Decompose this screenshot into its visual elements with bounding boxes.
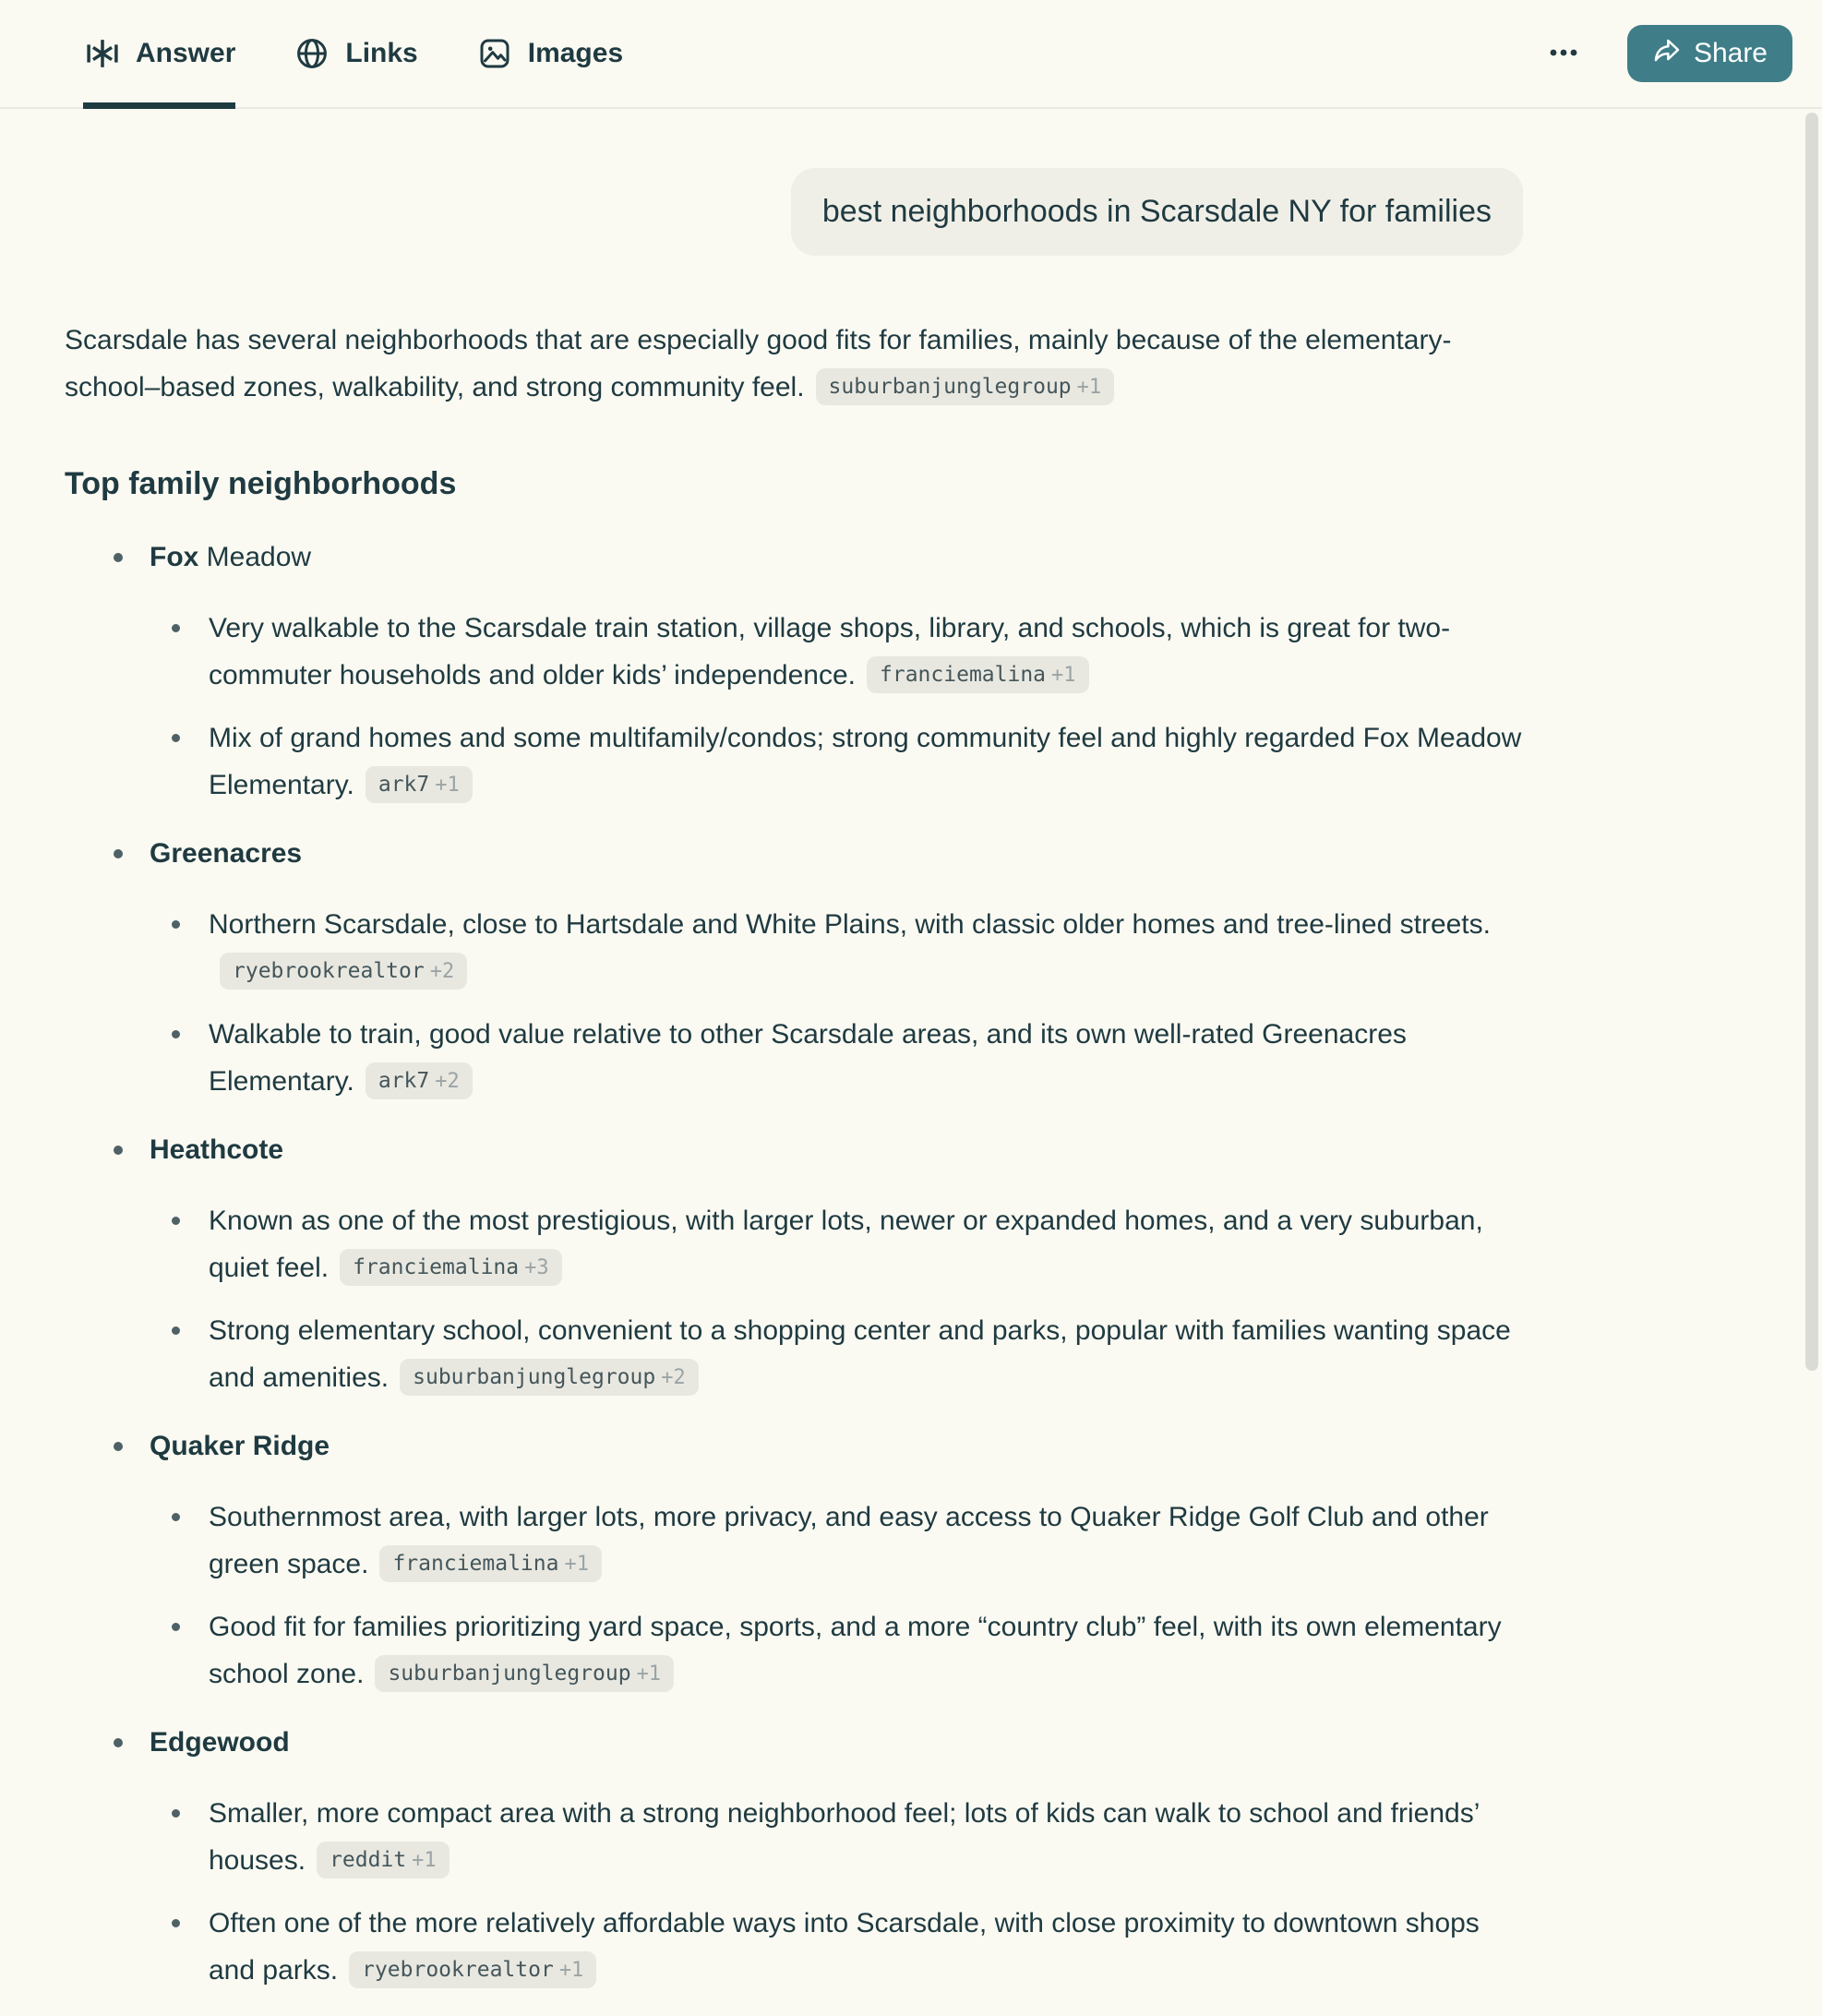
citation-chip[interactable]: reddit +1 — [317, 1842, 450, 1878]
tab-answer[interactable] — [83, 0, 235, 107]
citation-chip[interactable]: franciemalina +3 — [340, 1249, 562, 1286]
list-item-point: Southernmost area, with larger lots, more privacy, and easy access to Quaker Ridge Golf Club and other green space. franciemalina +1 — [150, 1494, 1523, 1588]
list-item-point: Northern Scarsdale, close to Hartsdale and White Plains, with classic older homes and tree-lined streets.ryebrookrealtor +2 — [150, 901, 1523, 995]
citation-source: suburbanjunglegroup — [828, 375, 1072, 399]
neighborhood-points — [150, 1197, 1523, 1401]
share-button[interactable] — [1627, 25, 1792, 82]
top-toolbar — [0, 0, 1822, 109]
neighborhood-name: Quaker Ridge — [150, 1431, 330, 1461]
list-item-point: Mix of grand homes and some multifamily/condos; strong community feel and highly regarded Fox Meadow Elementary. ark7 +1 — [150, 714, 1523, 809]
neighborhood-points — [150, 1790, 1523, 1994]
list-item-point: Strong elementary school, convenient to a shopping center and parks, popular with families wanting space and amenities. suburbanjunglegroup +2 — [150, 1307, 1523, 1401]
vertical-scrollbar-thumb[interactable] — [1805, 113, 1818, 1371]
neighborhood-points — [150, 605, 1523, 809]
tab-images-label: Images — [527, 38, 624, 68]
neighborhood-name: Fox Meadow — [150, 542, 312, 572]
tab-links[interactable] — [293, 0, 417, 107]
list-item-point: Smaller, more compact area with a strong neighborhood feel; lots of kids can walk to school and friends’ houses. reddit +1 — [150, 1790, 1523, 1884]
list-item-point: Walkable to train, good value relative to other Scarsdale areas, and its own well-rated Greenacres Elementary. ark7 +2 — [150, 1011, 1523, 1105]
neighborhood-name: Edgewood — [150, 1727, 290, 1758]
intro-text: Scarsdale has several neighborhoods that are especially good fits for families, mainly because of the elementary-school–based zones, walkability, and strong community feel. — [65, 325, 1452, 402]
list-item-point: Known as one of the most prestigious, with larger lots, newer or expanded homes, and a very suburban, quiet feel. franciemalina +3 — [150, 1197, 1523, 1291]
more-options-button[interactable] — [1540, 36, 1587, 71]
user-message-row — [65, 168, 1523, 256]
list-item-neighborhood — [65, 1423, 1523, 1698]
toolbar-actions — [1540, 25, 1792, 82]
answer-panel — [65, 168, 1523, 1994]
ellipsis-icon — [1550, 45, 1577, 62]
tab-bar — [83, 0, 623, 107]
list-item-neighborhood — [65, 534, 1523, 809]
citation-chip[interactable]: ark7 +2 — [366, 1062, 473, 1099]
neighborhood-name: Greenacres — [150, 838, 303, 869]
list-item-point: Often one of the more relatively affordable ways into Scarsdale, with close proximity to downtown shops and parks. ryebrookrealtor +1 — [150, 1900, 1523, 1994]
section-heading: Top family neighborhoods — [65, 466, 457, 501]
citation-chip[interactable]: suburbanjunglegroup +2 — [400, 1359, 699, 1396]
image-icon — [475, 34, 514, 73]
list-item-neighborhood — [65, 1720, 1523, 1994]
tab-links-label: Links — [345, 38, 418, 68]
neighborhood-name: Heathcote — [150, 1134, 284, 1165]
list-item-neighborhood — [65, 831, 1523, 1105]
share-arrow-icon — [1652, 35, 1682, 72]
globe-icon — [293, 34, 331, 73]
citation-chip[interactable]: suburbanjunglegroup +1 — [375, 1655, 674, 1692]
answer-intro-paragraph — [65, 317, 1523, 411]
tab-images[interactable] — [475, 0, 623, 107]
user-query-bubble: best neighborhoods in Scarsdale NY for families — [791, 168, 1523, 256]
citation-chip[interactable]: ryebrookrealtor +1 — [349, 1951, 596, 1988]
list-item-neighborhood — [65, 1127, 1523, 1401]
answer-burst-icon — [83, 34, 122, 73]
citation-chip[interactable] — [816, 368, 1115, 405]
citation-chip[interactable]: franciemalina +1 — [379, 1545, 602, 1582]
neighborhood-list — [65, 534, 1523, 1994]
neighborhood-points — [150, 901, 1523, 1105]
list-item-point: Good fit for families prioritizing yard space, sports, and a more “country club” feel, with its own elementary school zone. suburbanjunglegroup +1 — [150, 1603, 1523, 1698]
tab-answer-label: Answer — [136, 38, 236, 68]
citation-chip[interactable]: franciemalina +1 — [867, 656, 1089, 693]
list-item-point: Very walkable to the Scarsdale train station, village shops, library, and schools, which is great for two-commuter households and older kids’ independence. franciemalina +1 — [150, 605, 1523, 699]
neighborhood-points — [150, 1494, 1523, 1698]
citation-chip[interactable]: ark7 +1 — [366, 766, 473, 803]
citation-chip[interactable]: ryebrookrealtor +2 — [220, 953, 467, 990]
share-button-label: Share — [1693, 38, 1768, 68]
citation-more-count: +1 — [1076, 376, 1102, 399]
